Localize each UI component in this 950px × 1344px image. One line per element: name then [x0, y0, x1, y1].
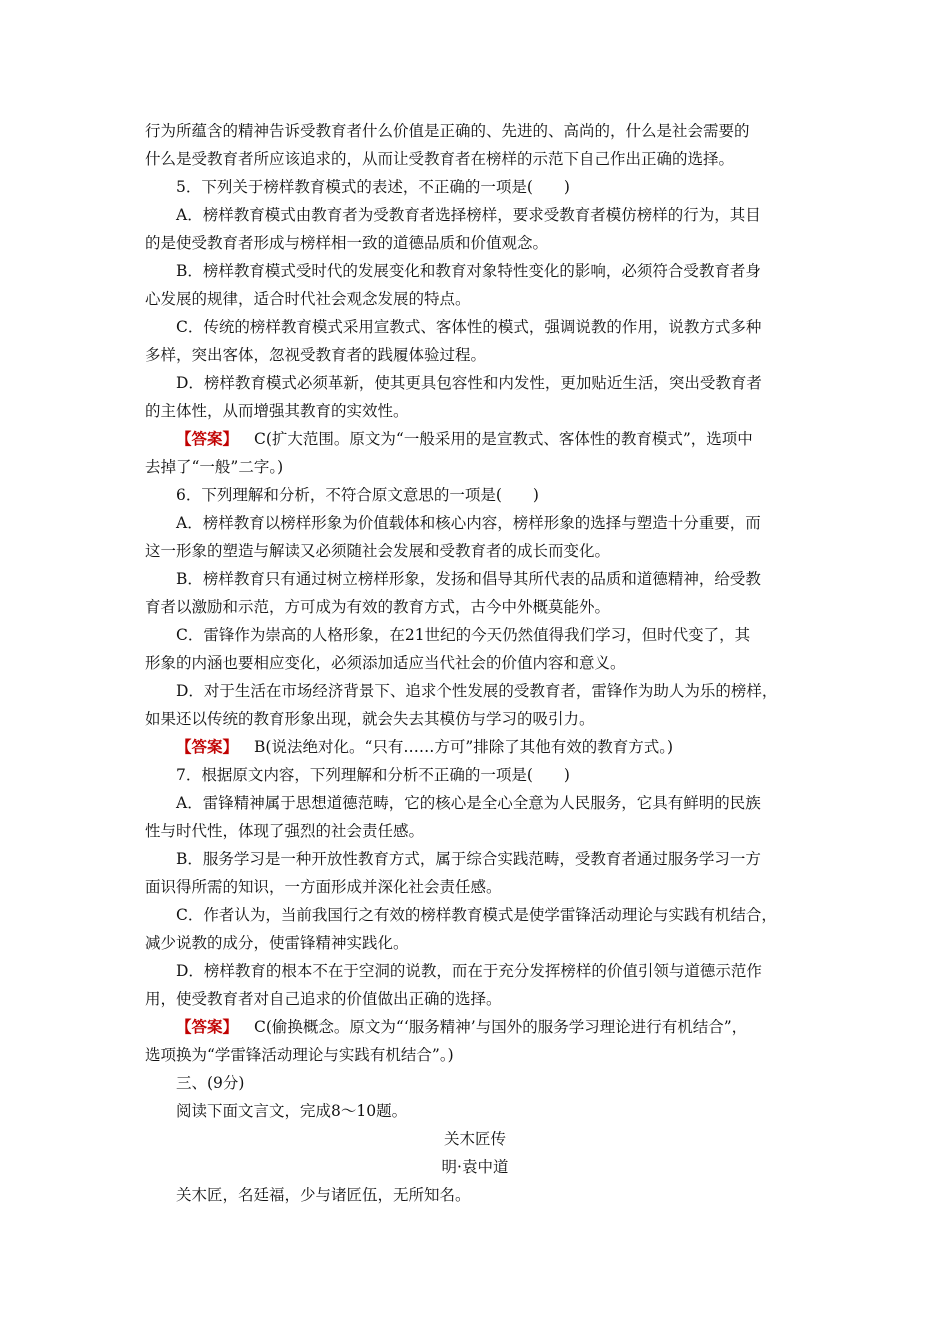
q7-option-c-cont: 减少说教的成分，使雷锋精神实践化。 [145, 934, 409, 952]
q6-option-a: A．榜样教育以榜样形象为价值载体和核心内容，榜样形象的选择与塑造十分重要，而 [176, 514, 761, 532]
section-instruction: 阅读下面文言文，完成8～10题。 [176, 1102, 408, 1120]
q5-answer [145, 425, 805, 453]
answer-text: C(扩大范围。原文为“一般采用的是宣教式、客体性的教育模式”，选项中 [254, 430, 753, 448]
answer-text: C(偷换概念。原文为“‘服务精神’与国外的服务学习理论进行有机结合”， [254, 1018, 748, 1036]
q5-answer-cont: 去掉了“一般”二字。) [145, 458, 284, 476]
q5-option-d-cont: 的主体性，从而增强其教育的实效性。 [145, 402, 409, 420]
question-5-stem: 5．下列关于榜样教育模式的表述，不正确的一项是( ) [176, 178, 570, 196]
answer-label: 【答案】 [176, 429, 239, 448]
q7-option-b: B．服务学习是一种开放性教育方式，属于综合实践范畴，受教育者通过服务学习一方 [176, 850, 761, 868]
q7-option-a-cont: 性与时代性，体现了强烈的社会责任感。 [145, 822, 425, 840]
q5-option-a: A．榜样教育模式由教育者为受教育者选择榜样，要求受教育者模仿榜样的行为，其目 [176, 206, 761, 224]
section-heading: 三、(9分) [176, 1074, 245, 1092]
question-6-stem: 6．下列理解和分析，不符合原文意思的一项是( ) [176, 486, 539, 504]
q5-option-d: D．榜样教育模式必须革新，使其更具包容性和内发性，更加贴近生活，突出受教育者 [176, 374, 762, 392]
passage-author: 明·袁中道 [441, 1158, 509, 1176]
q7-option-c: C．作者认为，当前我国行之有效的榜样教育模式是使学雷锋活动理论与实践有机结合， [176, 906, 777, 924]
q6-option-b: B．榜样教育只有通过树立榜样形象，发扬和倡导其所代表的品质和道德精神，给受教 [176, 570, 761, 588]
passage-line: 什么是受教育者所应该追求的，从而让受教育者在榜样的示范下自己作出正确的选择。 [145, 150, 735, 168]
q7-answer [145, 1013, 805, 1041]
q5-option-a-cont: 的是使受教育者形成与榜样相一致的道德品质和价值观念。 [145, 234, 549, 252]
q5-option-b: B．榜样教育模式受时代的发展变化和教育对象特性变化的影响，必须符合受教育者身 [176, 262, 761, 280]
answer-text: B(说法绝对化。“只有……方可”排除了其他有效的教育方式。) [254, 738, 674, 756]
q6-option-c-cont: 形象的内涵也要相应变化，必须添加适应当代社会的价值内容和意义。 [145, 654, 626, 672]
passage-title: 关木匠传 [443, 1130, 506, 1148]
q7-option-d-cont: 用，使受教育者对自己追求的价值做出正确的选择。 [145, 990, 502, 1008]
question-7-stem: 7．根据原文内容，下列理解和分析不正确的一项是( ) [176, 766, 570, 784]
answer-label: 【答案】 [176, 737, 239, 756]
q5-option-c: C．传统的榜样教育模式采用宣教式、客体性的模式，强调说教的作用，说教方式多种 [176, 318, 762, 336]
q7-option-a: A．雷锋精神属于思想道德范畴，它的核心是全心全意为人民服务，它具有鲜明的民族 [176, 794, 761, 812]
passage-line: 行为所蕴含的精神告诉受教育者什么价值是正确的、先进的、高尚的，什么是社会需要的 [145, 122, 750, 140]
q6-option-a-cont: 这一形象的塑造与解读又必须随社会发展和受教育者的成长而变化。 [145, 542, 611, 560]
q6-option-c: C．雷锋作为崇高的人格形象，在21世纪的今天仍然值得我们学习，但时代变了，其 [176, 626, 751, 644]
q5-option-c-cont: 多样，突出客体，忽视受教育者的践履体验过程。 [145, 346, 487, 364]
passage-first-line: 关木匠，名廷福，少与诸匠伍，无所知名。 [176, 1186, 471, 1204]
q6-option-d-cont: 如果还以传统的教育形象出现，就会失去其模仿与学习的吸引力。 [145, 710, 595, 728]
q7-option-d: D．榜样教育的根本不在于空洞的说教，而在于充分发挥榜样的价值引领与道德示范作 [176, 962, 762, 980]
q6-option-d: D．对于生活在市场经济背景下、追求个性发展的受教育者，雷锋作为助人为乐的榜样， [176, 682, 778, 700]
document-body [145, 117, 805, 1209]
q7-answer-cont: 选项换为“学雷锋活动理论与实践有机结合”。) [145, 1046, 454, 1064]
q5-option-b-cont: 心发展的规律，适合时代社会观念发展的特点。 [145, 290, 471, 308]
q6-answer [145, 733, 805, 761]
answer-label: 【答案】 [176, 1017, 239, 1036]
q6-option-b-cont: 育者以激励和示范，方可成为有效的教育方式，古今中外概莫能外。 [145, 598, 611, 616]
q7-option-b-cont: 面识得所需的知识，一方面形成并深化社会责任感。 [145, 878, 502, 896]
